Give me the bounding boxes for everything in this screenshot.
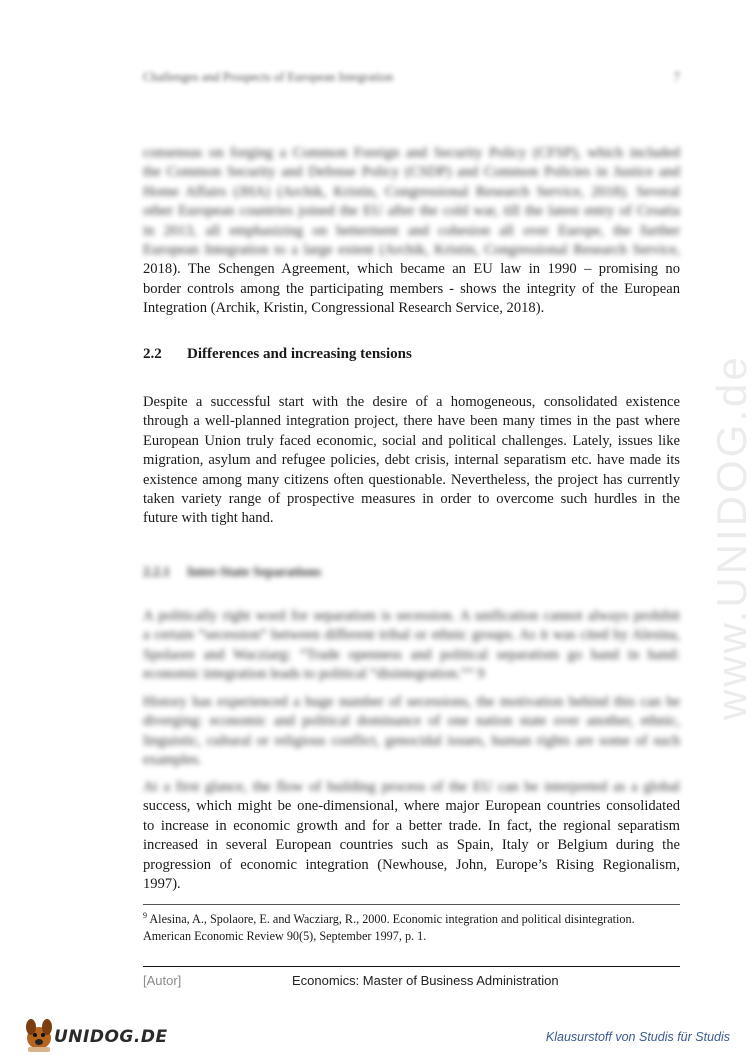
text-line: economic integration leads to political “disintegration.”” 9 xyxy=(143,666,485,683)
unidog-logo-text: UNIDOG.DE xyxy=(54,1027,168,1047)
text-line: A politically right word for separatism is secession. A unification cannot always prohibit xyxy=(143,608,680,624)
text-line: At a first glance, the flow of building process of the EU can be interpreted as a global xyxy=(143,779,680,795)
brand-tagline: Klausurstoff von Studis für Studis xyxy=(545,1030,730,1044)
text-line: 1997). xyxy=(143,876,181,893)
text-line: future with tight hand. xyxy=(143,510,274,527)
footnote-separator xyxy=(143,904,680,905)
text-line: the Common Security and Defense Policy (CSDP) and Common Policies in Justice and xyxy=(143,164,680,181)
footer-separator xyxy=(143,966,680,967)
intro-blurred-text xyxy=(143,144,680,260)
section-2-2-paragraph xyxy=(143,393,680,529)
text-line: progression of economic integration (Newhouse, John, Europe’s Rising Regionalism, xyxy=(143,856,680,873)
text-line: other European countries joined the EU after the cold war, till the latest entry of Croatia xyxy=(143,203,680,220)
footnote-line-1: Alesina, A., Spolaore, E. and Wacziarg, R., 2000. Economic integration and political disintegration. xyxy=(149,912,635,927)
text-line: Spolaore and Wacziarg: “Trade openness and political separatism go hand in hand: xyxy=(143,646,680,663)
text-line: a certain “secession” between different tribal or ethnic groups. As it was cited by Alesina, xyxy=(143,627,680,644)
section-number: 2.2.1 xyxy=(143,564,170,579)
text-line: Home Affairs (JHA) (Archik, Kristin, Congressional Research Service, 2018). Several xyxy=(143,183,680,200)
section-heading-2-2-1 xyxy=(143,564,321,580)
header-page-number: 7 xyxy=(673,70,680,84)
text-line: European Union truly faced economic, social and political challenges. Lately, issues like xyxy=(143,432,680,449)
text-line: linguistic, cultural or religious conflict, genocidal issues, human rights are some of such xyxy=(143,732,680,749)
footnote-line-2: American Economic Review 90(5), September 1997, p. 1. xyxy=(143,928,427,943)
footnote-marker: 9 xyxy=(143,911,147,920)
text-line: European Integration to a large extent (Archik, Kristin, Congressional Research Service, xyxy=(143,242,680,259)
text-line: through a well-planned integration project, there have been many times in the past where xyxy=(143,413,680,430)
text-line: existence among many citizens often questionable. Nevertheless, the project has currently xyxy=(143,471,680,488)
watermark: www.UNIDOG.de xyxy=(708,354,755,720)
section-2-2-1-paragraph-3 xyxy=(143,778,680,894)
text-line: success, which might be one-dimensional, where major European countries consolidated xyxy=(143,798,680,815)
section-title: Differences and increasing tensions xyxy=(187,346,412,362)
text-line: to increase in economic growth and for a better trade. In fact, the regional separatism xyxy=(143,817,680,834)
text-line: in 2013, all emphasizing on betterment and cohesion all over Europe, the further xyxy=(143,222,680,239)
running-header xyxy=(143,70,680,90)
text-line: examples. xyxy=(143,752,202,769)
text-line: increased in several European countries such as Spain, Italy or Belgium during the xyxy=(143,837,680,854)
footer-author: [Autor] xyxy=(143,973,182,988)
text-line: migration, asylum and refugee policies, debt crisis, internal separatism etc. have made its xyxy=(143,452,680,469)
text-line: taken variety range of prospective measures in order to overcome such hurdles in the xyxy=(143,491,680,508)
intro-paragraph xyxy=(143,144,680,319)
text-line: History has experienced a huge number of secessions, the motivation behind this can be xyxy=(143,694,680,710)
text-line: Despite a successful start with the desire of a homogeneous, consolidated existence xyxy=(143,394,680,410)
section-2-2-1-paragraph-2 xyxy=(143,693,680,771)
text-line: diverging: economic and political dominance of one nation state over another, ethnic, xyxy=(143,713,680,730)
header-title: Challenges and Prospects of European Integration xyxy=(143,70,394,84)
text-line: 2018). The Schengen Agreement, which became an EU law in 1990 – promising no xyxy=(143,261,680,278)
section-number: 2.2 xyxy=(143,346,162,362)
text-line: consensus on forging a Common Foreign and Security Policy (CFSP), which included xyxy=(143,145,680,161)
section-heading-2-2 xyxy=(143,346,412,363)
text-line: Integration (Archik, Kristin, Congressional Research Service, 2018). xyxy=(143,300,545,317)
footer-course: Economics: Master of Business Administration xyxy=(292,973,559,988)
section-title: Inter-State Separations xyxy=(187,564,322,579)
footnote xyxy=(143,908,680,944)
text-line: border controls among the participating members - shows the integrity of the European xyxy=(143,280,680,297)
section-2-2-1-paragraph-1 xyxy=(143,607,680,685)
